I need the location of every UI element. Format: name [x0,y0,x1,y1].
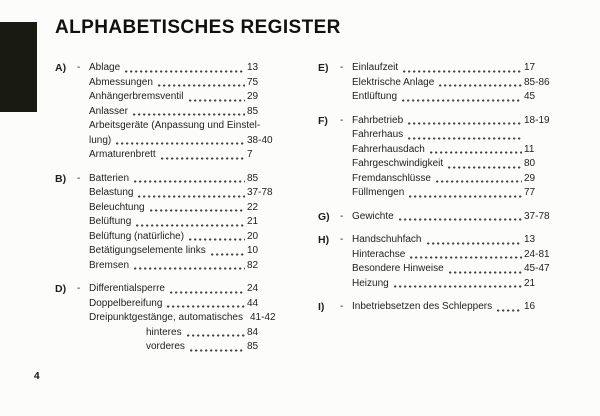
dot-leader [170,291,245,294]
dot-leader [187,334,245,337]
entry-page-number: 18-19 [524,114,550,126]
entry-label: Fremdanschlüsse [352,172,431,184]
dot-leader [150,209,245,212]
index-entry-row [55,297,283,312]
dot-leader [134,267,245,270]
dot-leader [133,113,245,116]
index-section [318,114,564,201]
index-section [55,172,283,274]
entry-page-number: 38-40 [247,134,273,146]
index-entry-row [318,114,564,129]
index-entry-row [318,157,564,172]
entry-page-number: 22 [247,201,259,213]
entry-page-number: 85 [247,105,259,117]
entry-page-number: 80 [524,158,536,169]
entry-label: Fahrbetrieb [352,114,404,126]
dot-leader [409,195,522,198]
dot-leader [161,157,245,160]
index-entry-row [55,172,283,187]
section-letter: A) [55,62,67,74]
entry-label: Betätigungselemente links [89,245,206,256]
index-entry-row [55,148,283,163]
section-dash: - [77,62,81,73]
section-letter: G) [318,210,330,223]
dot-leader [189,238,245,241]
entry-page-number: 11 [524,143,535,155]
entry-label: Anlasser [89,105,128,117]
entry-label: Besondere Hinweise [352,263,444,274]
dot-leader [189,99,246,102]
dot-leader [430,151,522,154]
index-section [55,282,283,355]
entry-page-number: 24-81 [524,248,550,260]
entry-label: Hinterachse [352,248,406,260]
entry-label: Inbetriebsetzen des Schleppers [352,301,493,312]
dot-leader [410,256,522,259]
page-number-footer: 4 [34,371,40,382]
index-entry-row [55,76,283,91]
dot-leader [116,142,245,145]
entry-label: Belastung [89,187,134,198]
entry-label: Bremsen [89,259,130,271]
index-entry-row [318,262,564,277]
entry-label: Abmessungen [89,76,153,88]
entry-label: Belüftung [89,216,132,227]
index-section [318,210,564,225]
section-dash: - [340,62,344,73]
section-letter: F) [318,114,328,127]
index-entry-row [55,340,283,355]
index-entry-row [318,186,564,201]
section-letter: B) [55,172,67,185]
index-entry-row [55,311,283,326]
section-dash: - [340,210,344,222]
dot-leader [427,242,523,245]
entry-page-number: 82 [247,259,259,271]
dot-leader [403,70,522,73]
index-entry-row [318,76,564,91]
entry-label: Doppelbereifung [89,297,163,309]
entry-page-number: 85-86 [524,76,550,88]
index-entry-row [55,119,283,134]
index-entry-row [55,259,283,274]
entry-page-number: 29 [247,91,259,102]
index-entry-row [55,61,283,76]
entry-page-number: 13 [524,234,536,245]
entry-page-number: 29 [524,172,536,184]
dot-leader [402,99,522,102]
index-entry-row [55,134,283,149]
entry-page-number: 7 [247,149,253,160]
dot-leader [439,84,522,87]
section-dash: - [340,114,344,126]
entry-page-number: 21 [247,216,259,227]
dot-leader [408,122,522,125]
index-entry-row [318,143,564,158]
index-entry-row [318,248,564,263]
dot-leader [134,180,245,183]
dot-leader [399,218,522,221]
section-letter: H) [318,234,330,246]
entry-page-number: 20 [247,230,259,242]
entry-label: Fahrgeschwindigkeit [352,158,444,169]
entry-label: Elektrische Anlage [352,76,435,88]
index-section [55,61,283,163]
dot-leader [138,195,245,198]
dot-leader [167,305,245,308]
entry-page-number: 84 [247,326,259,338]
page-title: ALPHABETISCHES REGISTER [55,17,341,38]
entry-label: lung) [89,134,112,146]
section-letter: D) [55,283,67,295]
entry-label: Differentialsperre [89,283,165,294]
entry-label: Entlüftung [352,91,398,102]
index-entry-row [55,90,283,105]
index-entry-row [55,215,283,230]
section-tab-block [0,22,37,112]
entry-page-number: 37-78 [524,210,550,222]
section-dash: - [340,301,344,312]
entry-page-number: 75 [247,76,259,88]
index-entry-row [318,90,564,105]
index-right-column [318,61,564,315]
entry-page-number: 45 [524,91,536,102]
entry-label: Fahrerhaus [352,129,404,140]
dot-leader [190,349,245,352]
entry-label: Armaturenbrett [89,149,156,160]
index-entry-row [55,105,283,120]
index-entry-row [318,128,564,143]
entry-page-number: 21 [524,277,536,289]
entry-page-number: 45-47 [524,263,550,274]
entry-label: vorderes [146,341,185,352]
entry-page-number: 85 [247,341,259,352]
entry-page-number: 17 [524,62,536,73]
entry-label: Anhängerbremsventil [89,91,184,102]
entry-page-number: 13 [247,62,259,73]
entry-label: Füllmengen [352,187,405,198]
dot-leader [125,70,245,73]
index-entry-row [55,326,283,341]
dot-leader [394,285,522,288]
dot-leader [448,166,522,169]
index-entry-row [55,201,283,216]
index-entry-row [318,233,564,248]
dot-leader [136,224,245,227]
dot-leader [211,253,245,256]
entry-label: Arbeitsgeräte (Anpassung und Einstel- [89,120,261,131]
index-left-column [55,61,283,355]
entry-page-number: 44 [247,297,259,309]
index-entry-row [318,172,564,187]
entry-label: Handschuhfach [352,234,422,245]
dot-leader [449,271,522,274]
index-section [318,61,564,105]
dot-leader [158,84,245,87]
dot-leader [408,137,522,140]
entry-page-number: 37-78 [247,187,273,198]
section-dash: - [340,234,344,245]
section-dash: - [77,172,81,184]
index-entry-row [318,61,564,76]
entry-page-number: 16 [524,301,536,312]
entry-label: Dreipunktgestänge, automatisches [89,312,243,323]
entry-label: hinteres [146,326,182,338]
entry-page-number: 85 [247,172,259,184]
index-entry-row [55,230,283,245]
index-entry-row [318,277,564,292]
index-entry-row [318,300,564,315]
section-dash: - [77,283,81,294]
entry-page-number: 41-42 [249,312,276,323]
index-section [318,300,564,315]
entry-label: Ablage [89,62,121,73]
index-entry-row [55,186,283,201]
entry-page-number: 24 [247,283,259,294]
section-letter: E) [318,62,329,74]
entry-label: Heizung [352,277,389,289]
entry-page-number: 10 [247,245,259,256]
index-entry-row [55,282,283,297]
entry-label: Gewichte [352,210,394,222]
entry-label: Belüftung (natürliche) [89,230,185,242]
entry-label: Fahrerhausdach [352,143,425,155]
index-section [318,233,564,291]
index-entry-row [55,244,283,259]
entry-label: Batterien [89,172,130,184]
dot-leader [497,309,522,312]
index-entry-row [318,210,564,225]
entry-label: Einlaufzeit [352,62,399,73]
section-letter: I) [318,301,325,313]
entry-page-number: 77 [524,187,536,198]
dot-leader [436,180,522,183]
entry-label: Beleuchtung [89,201,145,213]
